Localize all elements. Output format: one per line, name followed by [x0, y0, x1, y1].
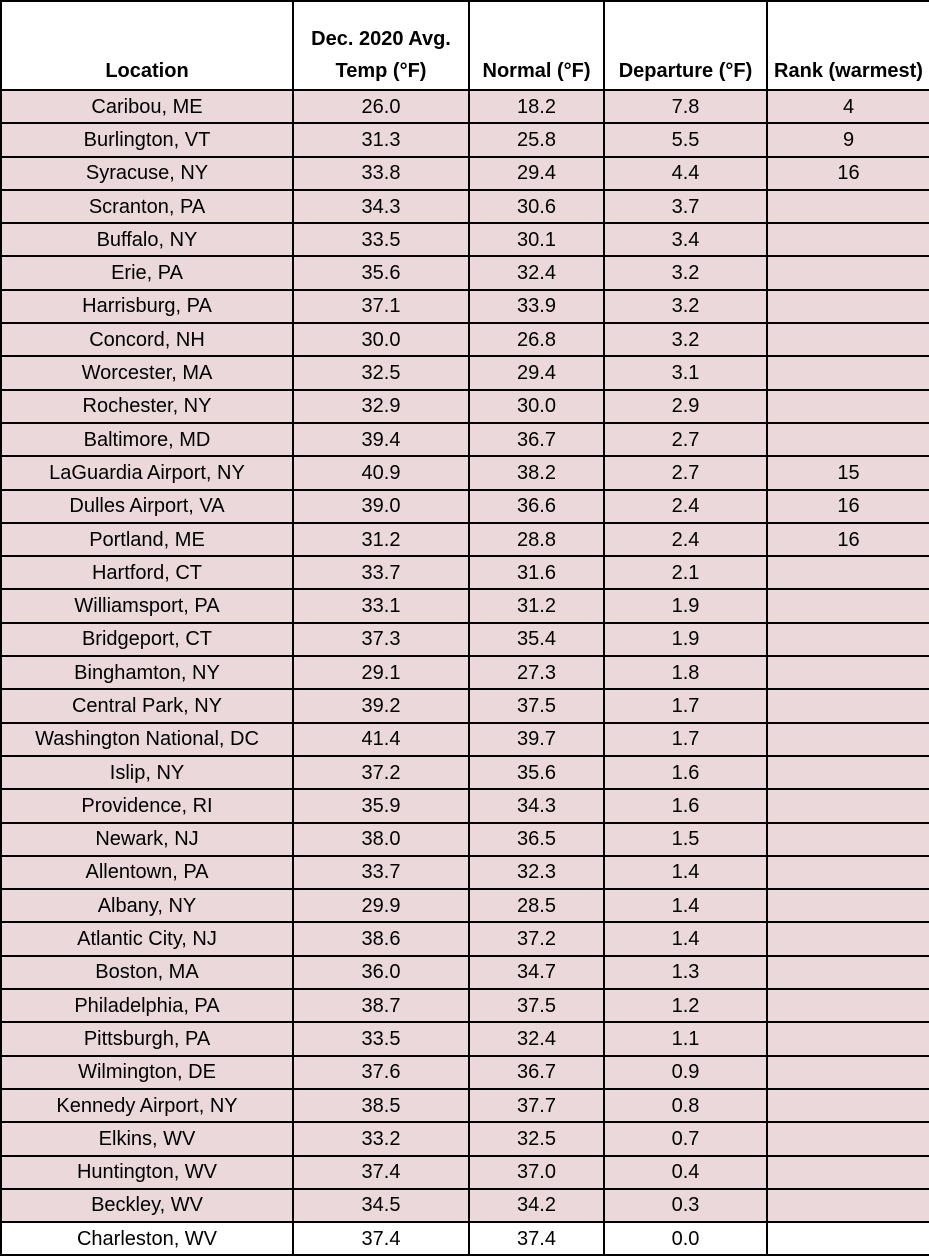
cell-location: Atlantic City, NJ	[1, 922, 293, 955]
cell-location: Concord, NH	[1, 323, 293, 356]
header-row	[1, 1, 929, 90]
table-row	[1, 356, 929, 389]
cell-avg-temp: 31.3	[293, 123, 469, 156]
cell-avg-temp: 41.4	[293, 723, 469, 756]
cell-rank	[767, 856, 929, 889]
cell-location: Portland, ME	[1, 523, 293, 556]
header-avg-temp: Dec. 2020 Avg. Temp (°F)	[293, 1, 469, 90]
cell-avg-temp: 38.5	[293, 1089, 469, 1122]
cell-normal: 30.6	[469, 190, 604, 223]
table-row	[1, 922, 929, 955]
cell-rank	[767, 956, 929, 989]
cell-rank: 15	[767, 456, 929, 489]
cell-normal: 34.3	[469, 789, 604, 822]
table-row	[1, 90, 929, 123]
cell-departure: 1.8	[604, 656, 767, 689]
cell-rank	[767, 356, 929, 389]
cell-location: Providence, RI	[1, 789, 293, 822]
cell-location: Central Park, NY	[1, 689, 293, 722]
cell-normal: 39.7	[469, 723, 604, 756]
cell-rank: 9	[767, 123, 929, 156]
cell-rank	[767, 556, 929, 589]
cell-avg-temp: 38.6	[293, 922, 469, 955]
cell-rank	[767, 756, 929, 789]
cell-location: Islip, NY	[1, 756, 293, 789]
table-row	[1, 323, 929, 356]
cell-location: Kennedy Airport, NY	[1, 1089, 293, 1122]
table-row	[1, 1222, 929, 1255]
cell-rank	[767, 1156, 929, 1189]
cell-rank	[767, 922, 929, 955]
cell-location: Elkins, WV	[1, 1122, 293, 1155]
cell-departure: 1.4	[604, 922, 767, 955]
cell-avg-temp: 33.5	[293, 1022, 469, 1055]
cell-avg-temp: 33.5	[293, 223, 469, 256]
cell-avg-temp: 33.2	[293, 1122, 469, 1155]
cell-departure: 1.6	[604, 756, 767, 789]
cell-location: Allentown, PA	[1, 856, 293, 889]
table-row	[1, 290, 929, 323]
cell-location: Wilmington, DE	[1, 1056, 293, 1089]
cell-rank	[767, 623, 929, 656]
cell-rank	[767, 423, 929, 456]
cell-avg-temp: 34.5	[293, 1189, 469, 1222]
cell-avg-temp: 36.0	[293, 956, 469, 989]
cell-rank	[767, 223, 929, 256]
cell-departure: 1.9	[604, 589, 767, 622]
cell-normal: 33.9	[469, 290, 604, 323]
cell-location: Rochester, NY	[1, 390, 293, 423]
cell-avg-temp: 33.8	[293, 157, 469, 190]
cell-departure: 1.9	[604, 623, 767, 656]
table-row	[1, 1189, 929, 1222]
cell-departure: 0.8	[604, 1089, 767, 1122]
table-row	[1, 490, 929, 523]
cell-normal: 35.4	[469, 623, 604, 656]
cell-avg-temp: 39.2	[293, 689, 469, 722]
table-row	[1, 889, 929, 922]
cell-rank: 4	[767, 90, 929, 123]
cell-normal: 36.6	[469, 490, 604, 523]
cell-location: Syracuse, NY	[1, 157, 293, 190]
cell-avg-temp: 37.2	[293, 756, 469, 789]
cell-normal: 38.2	[469, 456, 604, 489]
cell-location: LaGuardia Airport, NY	[1, 456, 293, 489]
table-row	[1, 423, 929, 456]
cell-location: Baltimore, MD	[1, 423, 293, 456]
cell-normal: 28.8	[469, 523, 604, 556]
cell-location: Hartford, CT	[1, 556, 293, 589]
cell-avg-temp: 37.1	[293, 290, 469, 323]
cell-departure: 2.7	[604, 423, 767, 456]
cell-departure: 1.2	[604, 989, 767, 1022]
cell-location: Harrisburg, PA	[1, 290, 293, 323]
cell-location: Boston, MA	[1, 956, 293, 989]
cell-avg-temp: 30.0	[293, 323, 469, 356]
cell-avg-temp: 29.9	[293, 889, 469, 922]
cell-departure: 3.2	[604, 256, 767, 289]
cell-location: Newark, NJ	[1, 823, 293, 856]
cell-departure: 3.1	[604, 356, 767, 389]
cell-avg-temp: 37.6	[293, 1056, 469, 1089]
cell-departure: 7.8	[604, 90, 767, 123]
cell-location: Williamsport, PA	[1, 589, 293, 622]
cell-normal: 26.8	[469, 323, 604, 356]
cell-location: Dulles Airport, VA	[1, 490, 293, 523]
cell-normal: 36.5	[469, 823, 604, 856]
cell-departure: 5.5	[604, 123, 767, 156]
cell-avg-temp: 35.6	[293, 256, 469, 289]
cell-rank	[767, 589, 929, 622]
cell-avg-temp: 32.9	[293, 390, 469, 423]
cell-avg-temp: 40.9	[293, 456, 469, 489]
cell-location: Binghamton, NY	[1, 656, 293, 689]
cell-departure: 2.1	[604, 556, 767, 589]
cell-normal: 37.0	[469, 1156, 604, 1189]
cell-avg-temp: 38.7	[293, 989, 469, 1022]
cell-location: Scranton, PA	[1, 190, 293, 223]
table-row	[1, 1089, 929, 1122]
cell-normal: 18.2	[469, 90, 604, 123]
cell-normal: 31.2	[469, 589, 604, 622]
table-body	[1, 90, 929, 1255]
cell-departure: 0.4	[604, 1156, 767, 1189]
cell-avg-temp: 33.1	[293, 589, 469, 622]
cell-normal: 28.5	[469, 889, 604, 922]
cell-rank	[767, 723, 929, 756]
cell-departure: 0.9	[604, 1056, 767, 1089]
cell-rank	[767, 789, 929, 822]
table-row	[1, 723, 929, 756]
table-row	[1, 689, 929, 722]
cell-normal: 30.0	[469, 390, 604, 423]
cell-location: Erie, PA	[1, 256, 293, 289]
table-row	[1, 556, 929, 589]
cell-departure: 1.4	[604, 889, 767, 922]
table-row	[1, 623, 929, 656]
cell-departure: 1.6	[604, 789, 767, 822]
cell-location: Albany, NY	[1, 889, 293, 922]
cell-rank	[767, 689, 929, 722]
cell-avg-temp: 29.1	[293, 656, 469, 689]
table-row	[1, 756, 929, 789]
cell-departure: 1.5	[604, 823, 767, 856]
header-normal: Normal (°F)	[469, 1, 604, 90]
cell-normal: 32.5	[469, 1122, 604, 1155]
cell-departure: 2.4	[604, 523, 767, 556]
cell-location: Beckley, WV	[1, 1189, 293, 1222]
cell-normal: 34.2	[469, 1189, 604, 1222]
cell-rank	[767, 1122, 929, 1155]
cell-avg-temp: 35.9	[293, 789, 469, 822]
header-departure: Departure (°F)	[604, 1, 767, 90]
cell-avg-temp: 37.4	[293, 1222, 469, 1255]
table-row	[1, 1156, 929, 1189]
cell-rank: 16	[767, 157, 929, 190]
cell-rank	[767, 656, 929, 689]
table-row	[1, 856, 929, 889]
cell-normal: 37.7	[469, 1089, 604, 1122]
table-row	[1, 157, 929, 190]
table-row	[1, 223, 929, 256]
cell-departure: 2.9	[604, 390, 767, 423]
table-row	[1, 456, 929, 489]
cell-avg-temp: 39.0	[293, 490, 469, 523]
cell-location: Caribou, ME	[1, 90, 293, 123]
cell-rank: 16	[767, 490, 929, 523]
table-row	[1, 123, 929, 156]
header-location: Location	[1, 1, 293, 90]
header-rank: Rank (warmest)	[767, 1, 929, 90]
cell-location: Worcester, MA	[1, 356, 293, 389]
cell-avg-temp: 39.4	[293, 423, 469, 456]
cell-rank	[767, 1222, 929, 1255]
cell-normal: 36.7	[469, 1056, 604, 1089]
cell-normal: 32.4	[469, 256, 604, 289]
cell-location: Philadelphia, PA	[1, 989, 293, 1022]
cell-normal: 37.2	[469, 922, 604, 955]
cell-normal: 37.4	[469, 1222, 604, 1255]
table-row	[1, 390, 929, 423]
cell-normal: 29.4	[469, 157, 604, 190]
cell-rank	[767, 1089, 929, 1122]
cell-normal: 32.4	[469, 1022, 604, 1055]
cell-rank	[767, 1189, 929, 1222]
table-row	[1, 956, 929, 989]
cell-departure: 2.7	[604, 456, 767, 489]
cell-avg-temp: 31.2	[293, 523, 469, 556]
table-row	[1, 656, 929, 689]
table-row	[1, 1022, 929, 1055]
cell-normal: 32.3	[469, 856, 604, 889]
cell-departure: 1.7	[604, 689, 767, 722]
table-row	[1, 823, 929, 856]
table-row	[1, 256, 929, 289]
cell-departure: 0.7	[604, 1122, 767, 1155]
cell-avg-temp: 37.3	[293, 623, 469, 656]
cell-rank	[767, 823, 929, 856]
cell-departure: 1.1	[604, 1022, 767, 1055]
cell-departure: 0.3	[604, 1189, 767, 1222]
cell-rank	[767, 1022, 929, 1055]
cell-rank	[767, 256, 929, 289]
cell-normal: 36.7	[469, 423, 604, 456]
cell-departure: 3.7	[604, 190, 767, 223]
cell-location: Pittsburgh, PA	[1, 1022, 293, 1055]
cell-normal: 35.6	[469, 756, 604, 789]
cell-location: Washington National, DC	[1, 723, 293, 756]
cell-rank	[767, 989, 929, 1022]
cell-departure: 0.0	[604, 1222, 767, 1255]
cell-avg-temp: 26.0	[293, 90, 469, 123]
cell-departure: 1.4	[604, 856, 767, 889]
cell-normal: 37.5	[469, 989, 604, 1022]
cell-normal: 27.3	[469, 656, 604, 689]
cell-normal: 31.6	[469, 556, 604, 589]
cell-normal: 37.5	[469, 689, 604, 722]
table-row	[1, 1122, 929, 1155]
cell-avg-temp: 34.3	[293, 190, 469, 223]
table-row	[1, 190, 929, 223]
cell-normal: 25.8	[469, 123, 604, 156]
cell-rank: 16	[767, 523, 929, 556]
cell-location: Charleston, WV	[1, 1222, 293, 1255]
cell-avg-temp: 33.7	[293, 856, 469, 889]
cell-rank	[767, 390, 929, 423]
cell-rank	[767, 190, 929, 223]
cell-normal: 30.1	[469, 223, 604, 256]
cell-departure: 3.2	[604, 290, 767, 323]
cell-normal: 34.7	[469, 956, 604, 989]
table-row	[1, 989, 929, 1022]
cell-location: Burlington, VT	[1, 123, 293, 156]
cell-avg-temp: 33.7	[293, 556, 469, 589]
cell-departure: 1.7	[604, 723, 767, 756]
cell-rank	[767, 889, 929, 922]
table-row	[1, 523, 929, 556]
cell-normal: 29.4	[469, 356, 604, 389]
cell-departure: 1.3	[604, 956, 767, 989]
table-row	[1, 789, 929, 822]
table-row	[1, 1056, 929, 1089]
cell-departure: 3.2	[604, 323, 767, 356]
cell-rank	[767, 323, 929, 356]
cell-departure: 3.4	[604, 223, 767, 256]
cell-location: Bridgeport, CT	[1, 623, 293, 656]
cell-avg-temp: 37.4	[293, 1156, 469, 1189]
cell-rank	[767, 290, 929, 323]
table-row	[1, 589, 929, 622]
cell-avg-temp: 38.0	[293, 823, 469, 856]
cell-departure: 4.4	[604, 157, 767, 190]
cell-rank	[767, 1056, 929, 1089]
cell-location: Buffalo, NY	[1, 223, 293, 256]
cell-location: Huntington, WV	[1, 1156, 293, 1189]
cell-avg-temp: 32.5	[293, 356, 469, 389]
cell-departure: 2.4	[604, 490, 767, 523]
